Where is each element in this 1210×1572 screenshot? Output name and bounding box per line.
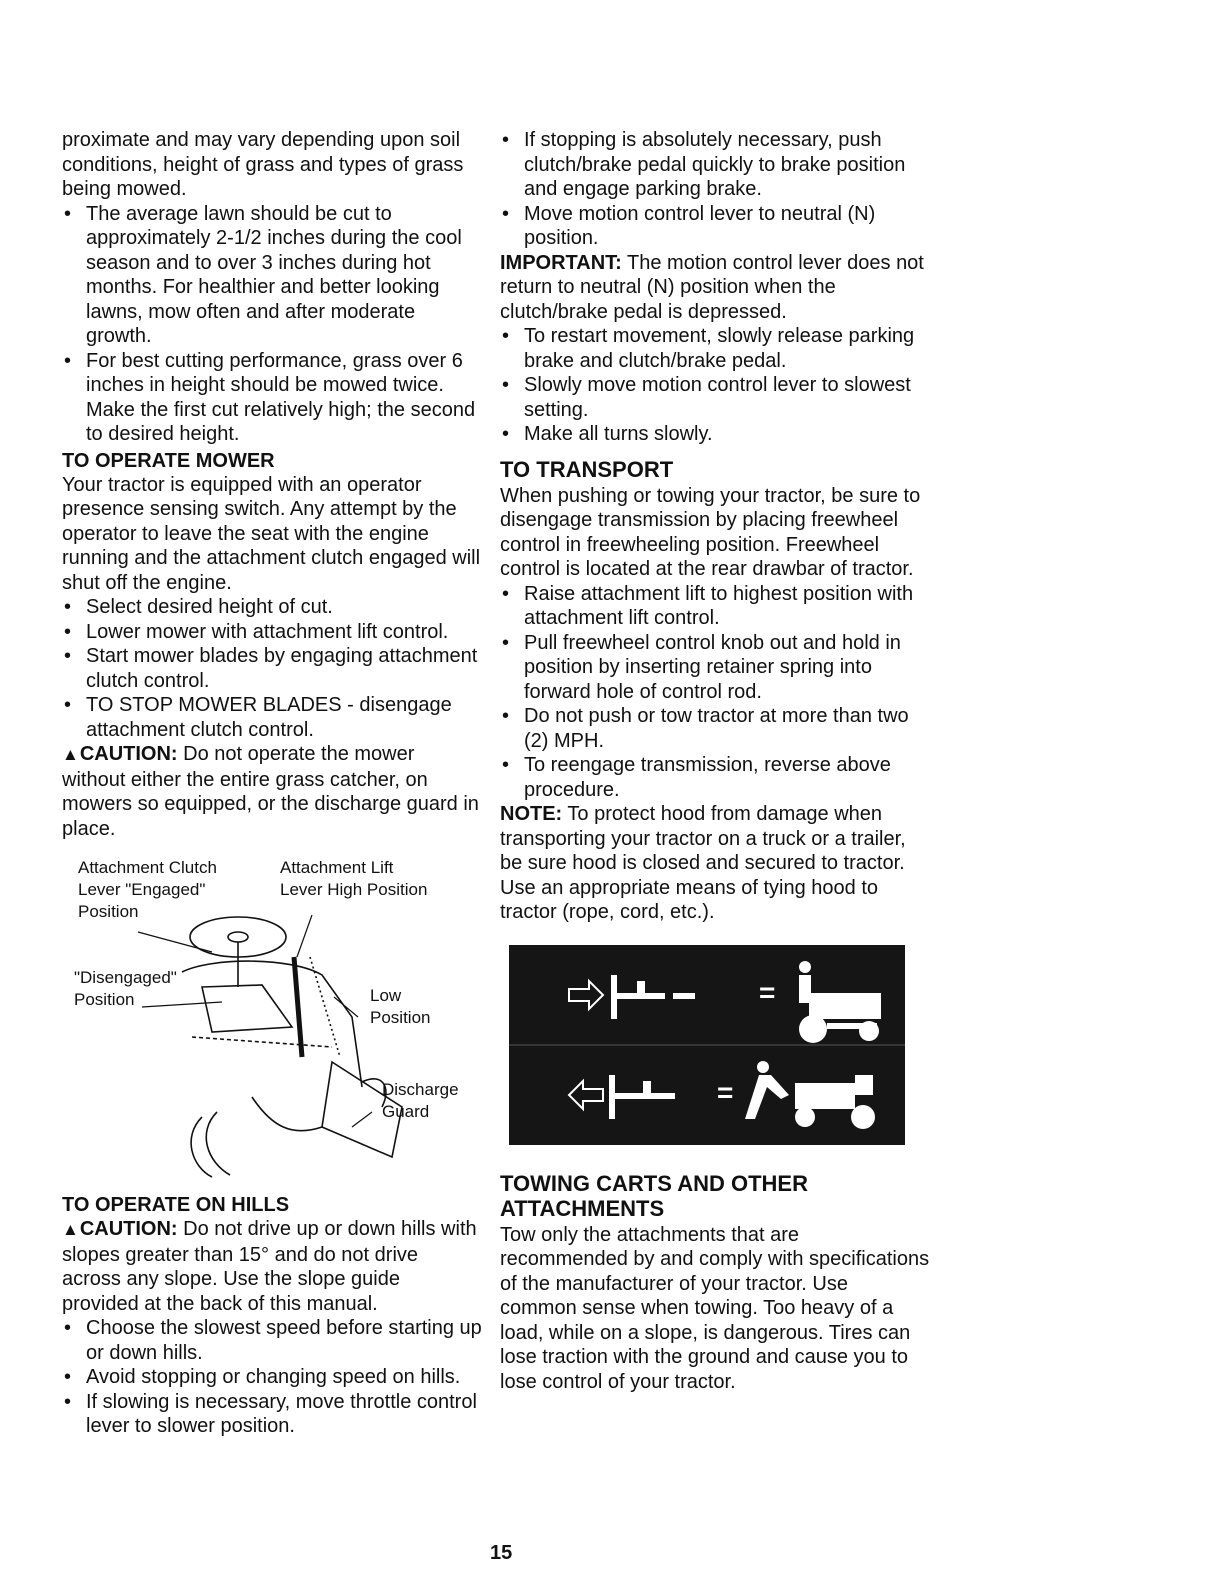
- caution-text: Do not drive up or down hills with slopes greater than 15° and do not drive across any slope. Use the slope guide provided at the back of this manual.: [62, 1218, 477, 1315]
- note-text: To protect hood from damage when transporting your tractor on a truck or a trailer, be sure hood is closed and secured to tractor. Use an appropriate means of tying hood to tractor (rope, cord, etc.).: [500, 803, 906, 923]
- label-clutch-engaged: Attachment Clutch Lever "Engaged" Position: [78, 858, 217, 921]
- intro-paragraph: proximate and may vary depending upon soil conditions, height of grass and types of grass being mowed.: [62, 129, 464, 200]
- caution-label: CAUTION:: [79, 1218, 178, 1240]
- list-item: • The average lawn should be cut to approximately 2-1/2 inches during the cool season and to over 3 inches during hot months. For healthier and better looking lawns, mow often and after moderate growth.: [64, 202, 462, 347]
- label-lift-high: Attachment Lift Lever High Position: [280, 858, 428, 899]
- heading-transport: TO TRANSPORT: [500, 456, 674, 482]
- freewheel-decal: [509, 945, 905, 1145]
- warning-icon: ▲: [62, 1220, 79, 1239]
- right-column: [500, 128, 930, 1394]
- list-item: • TO STOP MOWER BLADES - disengage attachment clutch control.: [64, 694, 452, 741]
- list-item: • To reengage transmission, reverse above procedure.: [502, 754, 891, 801]
- list-item: • If slowing is necessary, move throttle control lever to slower position.: [64, 1390, 477, 1437]
- caution-text: Do not operate the mower without either the entire grass catcher, on mowers so equipped, or the discharge guard in place.: [62, 743, 479, 840]
- freewheel-decal-graphic: [509, 945, 905, 1145]
- freewheel-rod-icon: [611, 975, 695, 1019]
- warning-icon: ▲: [62, 745, 79, 764]
- equals-sign: =: [759, 976, 776, 1008]
- mower-controls-figure: [62, 857, 482, 1187]
- transport-paragraph: When pushing or towing your tractor, be sure to disengage transmission by placing freewheel control in freewheeling position. Freewheel control is located at the rear drawbar of tractor.: [500, 484, 921, 580]
- important-note: [500, 251, 930, 325]
- page-number: 15: [490, 1542, 513, 1564]
- freewheel-rod-icon: [609, 1075, 675, 1119]
- equals-sign: =: [717, 1076, 734, 1108]
- important-label: IMPORTANT:: [500, 251, 622, 274]
- mower-caution: [62, 742, 482, 841]
- list-item: • Choose the slowest speed before starting up or down hills.: [64, 1317, 482, 1364]
- list-item: • Slowly move motion control lever to slowest setting.: [502, 374, 911, 421]
- arrow-right-icon: [569, 981, 603, 1009]
- list-item: • Select desired height of cut.: [64, 596, 333, 618]
- list-item: • Move motion control lever to neutral (N) position.: [502, 202, 876, 249]
- hills-caution: [62, 1217, 482, 1316]
- pushing-tractor-icon: [745, 1061, 875, 1129]
- list-item: • Lower mower with attachment lift control.: [64, 620, 449, 643]
- transport-note: [500, 802, 930, 925]
- towing-paragraph: Tow only the attachments that are recommended by and comply with specifications of the manufacturer of your tractor. Use common sense when towing. Too heavy of a load, while on a slope, is dangerous. Tires can lose traction with the ground and cause you to lose control of your tractor.: [500, 1223, 930, 1393]
- list-item: • Do not push or tow tractor at more than two (2) MPH.: [502, 705, 909, 752]
- label-disengaged: "Disengaged" Position: [74, 968, 177, 1009]
- list-item: • Avoid stopping or changing speed on hills.: [64, 1366, 461, 1388]
- list-item: • To restart movement, slowly release parking brake and clutch/brake pedal.: [502, 325, 915, 372]
- left-column: [62, 128, 482, 1439]
- heading-towing: TOWING CARTS AND OTHER ATTACHMENTS: [500, 1170, 808, 1221]
- list-item: • Raise attachment lift to highest position with attachment lift control.: [502, 582, 914, 629]
- list-item: • For best cutting performance, grass over 6 inches in height should be mowed twice. Make the first cut relatively high; the second to desired height.: [64, 349, 476, 445]
- riding-tractor-icon: [799, 961, 881, 1043]
- note-label: NOTE:: [500, 803, 563, 825]
- heading-operate-hills: TO OPERATE ON HILLS: [62, 1194, 290, 1216]
- list-item: • Pull freewheel control knob out and hold in position by inserting retainer spring into forward hole of control rod.: [502, 631, 901, 703]
- list-item: • Start mower blades by engaging attachment clutch control.: [64, 645, 478, 692]
- list-item: • Make all turns slowly.: [502, 423, 713, 445]
- label-low-position: Low Position: [370, 986, 431, 1027]
- heading-operate-mower: TO OPERATE MOWER: [62, 449, 275, 472]
- list-item: • If stopping is absolutely necessary, push clutch/brake pedal quickly to brake position and engage parking brake.: [502, 129, 906, 200]
- label-discharge-guard: Discharge Guard: [382, 1080, 459, 1121]
- arrow-left-icon: [569, 1081, 603, 1109]
- important-text: The motion control lever does not return to neutral (N) position when the clutch/brake pedal is depressed.: [500, 251, 924, 323]
- caution-label: CAUTION:: [79, 743, 178, 765]
- operate-mower-paragraph: Your tractor is equipped with an operator presence sensing switch. Any attempt by the operator to leave the seat with the engine running and the attachment clutch engaged will shut off the engine.: [62, 473, 481, 594]
